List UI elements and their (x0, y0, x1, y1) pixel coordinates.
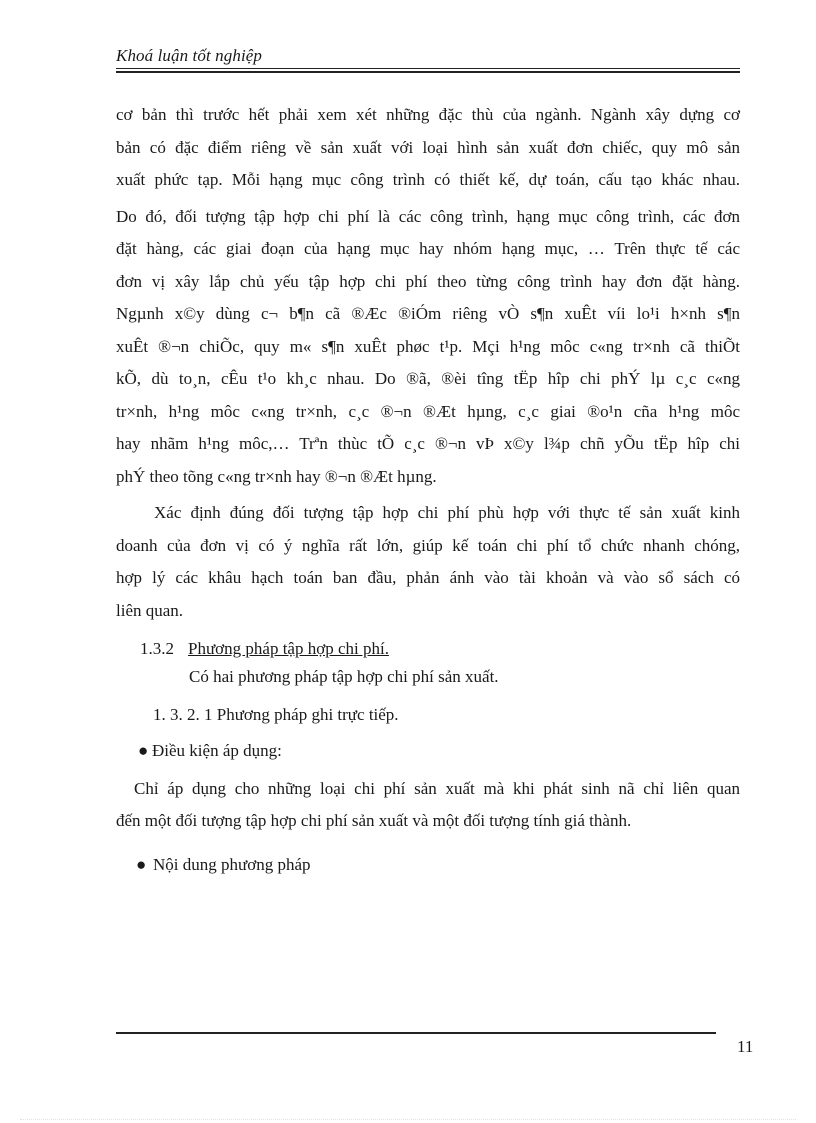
paragraph-line: tr×nh, h¹ng môc c«ng tr×nh, c¸c ®¬n ®Æt hµng, c¸c giai ®o¹n cña h¹ng môc (116, 401, 740, 421)
paragraph-line: xuất phức tạp. Mỗi hạng mục công trình có thiết kế, dự toán, cấu tạo khác nhau. (116, 170, 740, 189)
paragraph-line: đặt hàng, các giai đoạn của hạng mục hay nhóm hạng mục, … Trên thực tế các (116, 239, 740, 258)
bullet-item (116, 851, 740, 879)
paragraph-line: hay nhãm h¹ng môc,… Trªn thùc tÕ c¸c ®¬n vÞ x©y l¾p chñ yÕu tËp hîp chi (116, 434, 740, 453)
bullet-text: Nội dung phương pháp (153, 855, 311, 874)
bullet-text: Điều kiện áp dụng: (152, 741, 282, 760)
paragraph-line: kÕ, dù to¸n, cÊu t¹o kh¸c nhau. Do ®ã, ®èi tîng tËp hîp chi phÝ lµ c¸c c«ng (116, 369, 740, 388)
paragraph-line: liên quan. (116, 600, 184, 620)
paragraph-line: phÝ theo tõng c«ng tr×nh hay ®¬n ®Æt hµng. (116, 466, 437, 486)
paragraph-line: đơn vị xây lắp chủ yếu tập hợp chi phí theo từng công trình hay đơn đặt hàng. (116, 271, 740, 291)
bullet-icon: ● (136, 855, 147, 874)
bullet-icon: ● (138, 741, 149, 760)
section-heading (116, 635, 740, 663)
section-intro: Có hai phương pháp tập hợp chi phí sản xuất. (189, 667, 499, 686)
header-divider-thick (116, 71, 740, 73)
paragraph-line: Ngµnh x©y dùng c¬ b¶n cã ®Æc ®iÓm riêng vÒ s¶n xuÊt víi lo¹i h×nh s¶n (116, 304, 740, 323)
paragraph-line: doanh của đơn vị có ý nghĩa rất lớn, giúp kế toán chi phí tổ chức nhanh chóng, (116, 535, 740, 555)
paragraph-line: xuÊt ®¬n chiÕc, quy m« s¶n xuÊt phøc t¹p. Mçi h¹ng môc c«ng tr×nh cã thiÕt (116, 336, 740, 356)
page-header-title: Khoá luận tốt nghiệp (116, 46, 263, 65)
subsection-heading: 1. 3. 2. 1 Phương pháp ghi trực tiếp. (153, 705, 399, 724)
paragraph-line: hợp lý các khâu hạch toán ban đầu, phản ánh vào tài khoản và vào sổ sách có (116, 568, 740, 587)
paragraph-line: đến một đối tượng tập hợp chi phí sản xuất và một đối tượng tính giá thành. (116, 811, 632, 830)
footer-divider (116, 1032, 716, 1034)
section-number: 1.3.2 (140, 639, 174, 658)
section-title: Phương pháp tập hợp chi phí. (188, 639, 389, 658)
header-divider (116, 68, 740, 69)
paragraph-line: cơ bản thì trước hết phải xem xét những đặc thù của ngành. Ngành xây dựng cơ (116, 105, 740, 124)
paragraph-line: bản có đặc điểm riêng về sản xuất với loại hình sản xuất đơn chiếc, quy mô sản (116, 137, 740, 157)
page-edge (20, 1119, 796, 1120)
page-number: 11 (737, 1037, 754, 1056)
bullet-item (116, 737, 740, 765)
paragraph-line: Xác định đúng đối tượng tập hợp chi phí phù hợp với thực tế sản xuất kinh (154, 503, 740, 522)
paragraph-line: Chỉ áp dụng cho những loại chi phí sản xuất mà khi phát sinh nã chỉ liên quan (134, 779, 740, 798)
paragraph-line: Do đó, đối tượng tập hợp chi phí là các công trình, hạng mục công trình, các đơn (116, 206, 740, 226)
document-body (116, 99, 740, 879)
